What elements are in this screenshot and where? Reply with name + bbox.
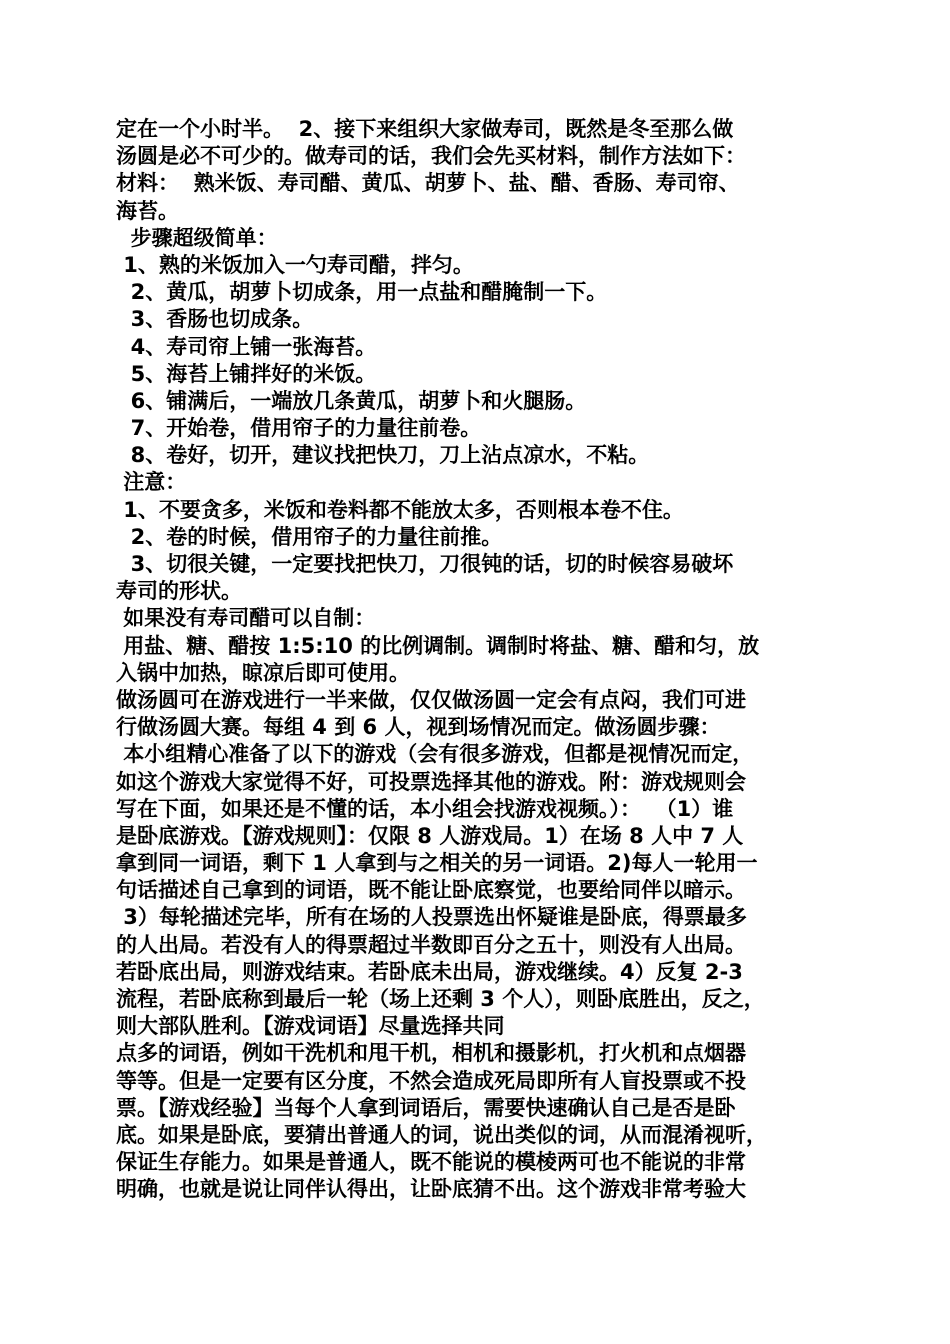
text-line: 2、黄瓜，胡萝卜切成条，用一点盐和醋腌制一下。 <box>116 280 608 305</box>
text-line: 2、卷的时候，借用帘子的力量往前推。 <box>116 524 503 549</box>
text-line: 是卧底游戏。【游戏规则】：仅限 8 人游戏局。1）在场 8 人中 7 人 <box>116 823 744 848</box>
text-line: 明确，也就是说让同伴认得出，让卧底猜不出。这个游戏非常考验大 <box>116 1177 746 1202</box>
text-line: 句话描述自己拿到的词语，既不能让卧底察觉，也要给同伴以暗示。 <box>116 878 746 903</box>
text-line: 点多的词语，例如干洗机和甩干机，相机和摄影机，打火机和点烟器 <box>116 1041 746 1066</box>
text-line: 等等。但是一定要有区分度，不然会造成死局即所有人盲投票或不投 <box>116 1068 746 1093</box>
text-line: 海苔。 <box>116 198 179 223</box>
text-line: 行做汤圆大赛。每组 4 到 6 人，视到场情况而定。做汤圆步骤： <box>116 715 721 740</box>
text-line: 1、不要贪多，米饭和卷料都不能放太多，否则根本卷不住。 <box>116 497 684 522</box>
text-line: 步骤超级简单： <box>116 225 278 250</box>
text-line: 如果没有寿司醋可以自制： <box>116 606 376 631</box>
text-line: 的人出局。若没有人的得票超过半数即百分之五十，则没有人出局。 <box>116 932 746 957</box>
text-line: 本小组精心准备了以下的游戏（会有很多游戏，但都是视情况而定， <box>116 742 754 767</box>
text-line: 8、卷好，切开，建议找把快刀，刀上沾点凉水，不粘。 <box>116 443 650 468</box>
text-line: 入锅中加热，晾凉后即可使用。 <box>116 660 410 685</box>
text-line: 票。【游戏经验】当每个人拿到词语后，需要快速确认自己是否是卧 <box>116 1095 736 1120</box>
text-line: 注意： <box>116 470 187 495</box>
text-line: 用盐、糖、醋按 1:5:10 的比例调制。调制时将盐、糖、醋和匀，放 <box>116 633 760 658</box>
text-line: 如这个游戏大家觉得不好，可投票选择其他的游戏。附：游戏规则会 <box>116 769 746 794</box>
text-line: 3、香肠也切成条。 <box>116 307 314 332</box>
text-line: 3、切很关键，一定要找把快刀，刀很钝的话，切的时候容易破坏 <box>116 552 734 576</box>
text-line: 寿司的形状。 <box>116 579 242 604</box>
text-line: 若卧底出局，则游戏结束。若卧底未出局，游戏继续。4）反复 2-3 <box>116 959 743 984</box>
text-line: 底。如果是卧底，要猜出普通人的词，说出类似的词，从而混淆视听， <box>116 1122 767 1147</box>
text-line: 4、寿司帘上铺一张海苔。 <box>116 334 377 359</box>
document-body <box>116 116 838 1204</box>
text-line: 3）每轮描述完毕，所有在场的人投票选出怀疑谁是卧底，得票最多 <box>116 905 747 930</box>
text-line: 拿到同一词语，剩下 1 人拿到与之相关的另一词语。2)每人一轮用一 <box>116 851 758 876</box>
text-line: 写在下面，如果还是不懂的话，本小组会找游戏视频。）： （1）谁 <box>116 796 734 821</box>
text-line: 保证生存能力。如果是普通人，既不能说的模棱两可也不能说的非常 <box>116 1150 746 1175</box>
text-line: 则大部队胜利。【游戏词语】尽量选择共同 <box>116 1014 505 1039</box>
text-line: 7、开始卷，借用帘子的力量往前卷。 <box>116 416 482 441</box>
text-line: 1、熟的米饭加入一勺寿司醋，拌匀。 <box>116 252 474 277</box>
text-line: 做汤圆可在游戏进行一半来做，仅仅做汤圆一定会有点闷，我们可进 <box>116 687 746 712</box>
text-line: 5、海苔上铺拌好的米饭。 <box>116 361 377 386</box>
text-line: 材料： 熟米饭、寿司醋、黄瓜、胡萝卜、盐、醋、香肠、寿司帘、 <box>116 171 740 196</box>
text-line: 流程，若卧底称到最后一轮（场上还剩 3 个人），则卧底胜出，反之， <box>116 987 765 1011</box>
text-line: 6、铺满后，一端放几条黄瓜，胡萝卜和火腿肠。 <box>116 388 587 413</box>
text-line: 定在一个小时半。 2、接下来组织大家做寿司，既然是冬至那么做 <box>116 117 734 141</box>
text-line: 汤圆是必不可少的。做寿司的话，我们会先买材料，制作方法如下： <box>116 144 746 169</box>
